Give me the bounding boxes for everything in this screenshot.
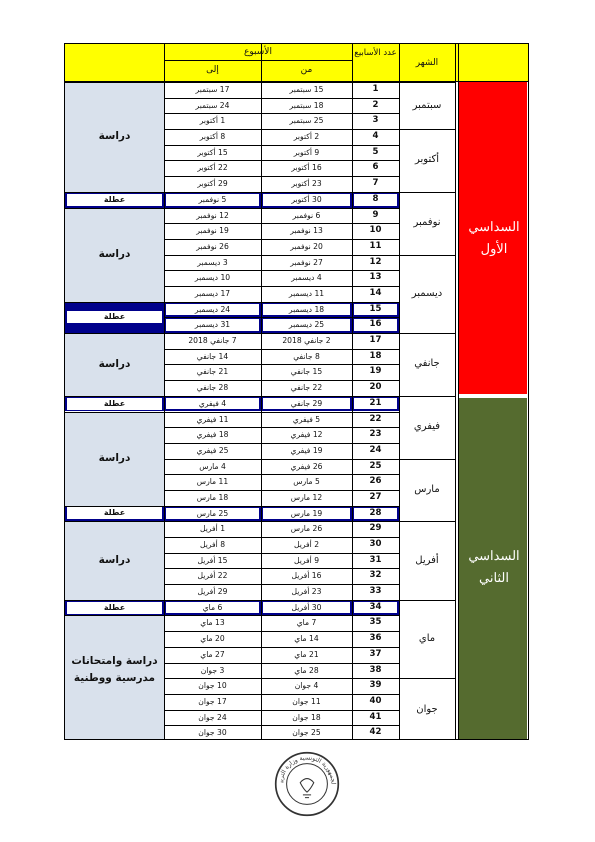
school-calendar-table (64, 43, 529, 740)
week-number: 9 (372, 209, 379, 220)
week-number: 22 (369, 413, 382, 424)
week-to-date: 15 أكتوبر (197, 147, 228, 157)
week-from-date: 29 جانفي (290, 398, 323, 408)
vacation-status-label: عطلة (67, 311, 162, 323)
week-to-date: 27 ماي (200, 649, 225, 659)
week-from-date: 30 أكتوبر (291, 194, 322, 204)
week-number: 13 (369, 272, 382, 283)
month-label: نوفمبر (413, 217, 441, 229)
status-divider (65, 333, 164, 334)
status-divider (65, 521, 164, 522)
week-to-date: 18 فيفري (196, 430, 229, 440)
week-to-date: 15 أفريل (197, 555, 228, 565)
study-status-label: دراسة (98, 248, 131, 261)
week-from-date: 8 جانفي (293, 351, 320, 361)
week-from-date: 25 ديسمبر (288, 320, 325, 330)
header-week-underline (164, 60, 352, 61)
week-number: 7 (372, 178, 379, 189)
week-from-date: 19 مارس (290, 508, 323, 518)
semester-2-label: السداسي الثاني (468, 549, 520, 587)
header-week-label: الأسبوع (244, 47, 272, 57)
week-to-date: 3 ديسمبر (197, 257, 228, 267)
week-from-date: 16 أفريل (291, 571, 322, 581)
week-to-date: 10 جوان (198, 681, 227, 691)
week-from-date: 7 ماي (296, 618, 317, 628)
month-divider (399, 459, 455, 460)
week-from-date: 27 نوفمبر (290, 257, 323, 267)
vacation-status-label: عطلة (67, 194, 162, 206)
week-number: 23 (369, 429, 382, 440)
week-number: 15 (369, 303, 382, 314)
status-divider (65, 600, 164, 601)
week-from-date: 25 جوان (292, 728, 321, 738)
week-to-date: 19 نوفمبر (196, 226, 229, 236)
month-divider (399, 82, 455, 83)
status-divider (65, 396, 164, 397)
month-divider (399, 600, 455, 601)
month-divider (399, 521, 455, 522)
week-from-date: 15 جانفي (290, 367, 323, 377)
week-to-date: 17 سبتمبر (195, 85, 230, 94)
week-to-date: 1 أكتوبر (199, 116, 226, 126)
week-from-date: 18 جوان (292, 712, 321, 722)
header-from-label: من (300, 65, 313, 75)
header-week-count-label: عدد الأسابيع (354, 48, 397, 58)
week-to-date: 28 جانفي (196, 383, 229, 393)
week-to-date: 22 أكتوبر (197, 163, 228, 173)
week-to-date: 17 ديسمبر (194, 288, 231, 298)
study-status-label: دراسة (98, 554, 131, 567)
vacation-status-label: عطلة (67, 602, 162, 614)
week-to-date: 31 ديسمبر (194, 320, 231, 330)
week-to-date: 11 فيفري (196, 414, 229, 424)
week-from-date: 9 أفريل (293, 555, 320, 565)
week-from-date: 30 أفريل (291, 602, 322, 612)
week-from-date: 16 أكتوبر (291, 163, 322, 173)
week-number: 35 (369, 617, 382, 628)
study-status-label: دراسة (98, 130, 131, 143)
month-divider (399, 255, 455, 256)
week-from-date: 11 ديسمبر (288, 288, 325, 298)
week-number: 37 (369, 648, 382, 659)
week-number: 28 (369, 507, 382, 518)
week-to-date: 20 ماي (200, 634, 225, 644)
week-to-date: 3 جوان (200, 665, 225, 675)
week-to-date: 6 ماي (202, 602, 223, 612)
week-to-date: 8 أفريل (199, 540, 226, 550)
week-to-date: 22 أفريل (197, 571, 228, 581)
week-number: 41 (369, 711, 382, 722)
month-label: أكتوبر (414, 154, 440, 166)
week-number: 40 (369, 695, 382, 706)
month-label: سبتمبر (412, 99, 442, 111)
week-number: 34 (369, 601, 382, 612)
week-number: 39 (369, 680, 382, 691)
week-to-date: 29 أكتوبر (197, 179, 228, 189)
week-from-date: 22 جانفي (290, 383, 323, 393)
study-status-label: دراسة (98, 357, 131, 370)
week-number: 5 (372, 146, 379, 157)
week-number: 25 (369, 460, 382, 471)
week-number: 2 (372, 99, 379, 110)
week-number: 1 (372, 84, 379, 94)
week-to-date: 7 جانفي 2018 (188, 336, 237, 346)
month-label: مارس (414, 483, 440, 495)
week-number: 3 (372, 115, 379, 126)
month-label: ماي (418, 633, 436, 644)
week-from-date: 5 فيفري (292, 414, 321, 424)
week-number: 27 (369, 491, 382, 502)
week-from-date: 21 ماي (294, 649, 319, 659)
seal-text: لجمهورية التونسية وزارة التربي (277, 754, 337, 785)
vacation-status-label: عطلة (67, 507, 162, 519)
week-number: 8 (372, 193, 379, 204)
week-to-date: 24 سبتمبر (195, 100, 230, 110)
week-number: 12 (369, 256, 382, 267)
week-to-date: 14 جانفي (196, 351, 229, 361)
week-number: 16 (369, 319, 382, 330)
week-number: 26 (369, 476, 382, 487)
week-from-date: 23 أفريل (291, 587, 322, 597)
month-divider (399, 129, 455, 130)
header-to-label: إلى (206, 65, 219, 75)
week-to-date: 10 ديسمبر (194, 273, 231, 283)
week-to-date: 8 أكتوبر (199, 132, 226, 142)
week-number: 38 (369, 664, 382, 675)
week-number: 18 (369, 350, 382, 361)
week-from-date: 5 مارس (293, 477, 320, 487)
week-to-date: 5 نوفمبر (198, 194, 227, 204)
month-label: جانفي (414, 358, 440, 370)
week-number: 14 (369, 287, 382, 298)
week-from-date: 19 فيفري (290, 445, 323, 455)
week-number: 17 (369, 335, 382, 346)
week-from-date: 2 أكتوبر (293, 132, 320, 142)
week-from-date: 25 سبتمبر (289, 116, 324, 126)
status-divider (65, 82, 164, 83)
week-to-date: 4 فيفري (198, 398, 227, 408)
week-from-date: 15 سبتمبر (289, 85, 324, 94)
week-from-date: 12 مارس (290, 492, 323, 502)
month-divider (399, 396, 455, 397)
month-label: أفريل (415, 554, 439, 566)
week-from-date: 2 جانفي 2018 (282, 336, 331, 346)
week-number: 19 (369, 366, 382, 377)
month-divider (399, 333, 455, 334)
week-to-date: 4 مارس (199, 461, 226, 471)
week-to-date: 26 نوفمبر (196, 241, 229, 251)
week-to-date: 25 فيفري (196, 445, 229, 455)
week-number: 31 (369, 554, 382, 565)
study-status-label: دراسة وامتحانات مدرسية ووطنية (71, 654, 158, 684)
week-number: 24 (369, 444, 382, 455)
week-from-date: 6 نوفمبر (292, 210, 321, 220)
official-seal-icon (273, 750, 341, 818)
month-label: فيفري (413, 421, 441, 433)
week-number: 11 (369, 240, 382, 251)
semester-1-label: السداسي الأول (468, 219, 520, 257)
week-from-date: 18 ديسمبر (288, 304, 325, 314)
status-divider (65, 412, 164, 413)
week-to-date: 1 أفريل (199, 524, 226, 534)
week-to-date: 17 جوان (198, 696, 227, 706)
week-from-date: 18 سبتمبر (289, 100, 324, 110)
week-to-date: 12 نوفمبر (196, 210, 229, 220)
week-to-date: 13 ماي (200, 618, 225, 628)
week-from-date: 4 جوان (294, 681, 319, 691)
month-divider (399, 192, 455, 193)
week-number: 36 (369, 633, 382, 644)
week-number: 20 (369, 382, 382, 393)
week-to-date: 24 ديسمبر (194, 304, 231, 314)
month-divider (399, 678, 455, 679)
week-number: 32 (369, 570, 382, 581)
column-divider (455, 44, 456, 740)
week-number: 29 (369, 523, 382, 534)
column-divider (458, 44, 459, 740)
week-from-date: 26 فيفري (290, 461, 323, 471)
week-number: 33 (369, 586, 382, 597)
week-from-date: 9 أكتوبر (293, 147, 320, 157)
week-from-date: 11 جوان (292, 696, 321, 706)
week-to-date: 30 جوان (198, 728, 227, 738)
week-number: 6 (372, 162, 379, 173)
vacation-status-label: عطلة (67, 398, 162, 410)
week-number: 21 (369, 397, 382, 408)
month-label: جوان (416, 703, 438, 715)
week-from-date: 12 فيفري (290, 430, 323, 440)
study-status-label: دراسة (98, 452, 131, 465)
status-divider (65, 302, 164, 303)
week-from-date: 4 ديسمبر (291, 273, 322, 283)
week-from-date: 23 أكتوبر (291, 179, 322, 189)
week-number: 10 (369, 225, 382, 236)
header-month-label: الشهر (415, 58, 439, 68)
status-divider (65, 192, 164, 193)
week-from-date: 28 ماي (294, 665, 319, 675)
week-number: 42 (369, 727, 382, 738)
week-to-date: 18 مارس (196, 492, 229, 502)
week-to-date: 11 مارس (196, 477, 229, 487)
week-from-date: 13 نوفمبر (290, 226, 323, 236)
week-from-date: 2 أفريل (293, 540, 320, 550)
status-divider (65, 615, 164, 616)
week-to-date: 21 جانفي (196, 367, 229, 377)
week-number: 30 (369, 539, 382, 550)
status-divider (65, 506, 164, 507)
week-to-date: 25 مارس (196, 508, 229, 518)
month-label: ديسمبر (411, 287, 443, 299)
week-from-date: 20 نوفمبر (290, 241, 323, 251)
week-from-date: 26 مارس (290, 524, 323, 534)
week-to-date: 24 جوان (198, 712, 227, 722)
week-from-date: 14 ماي (294, 634, 319, 644)
status-divider (65, 208, 164, 209)
week-to-date: 29 أفريل (197, 587, 228, 597)
week-number: 4 (372, 131, 379, 142)
